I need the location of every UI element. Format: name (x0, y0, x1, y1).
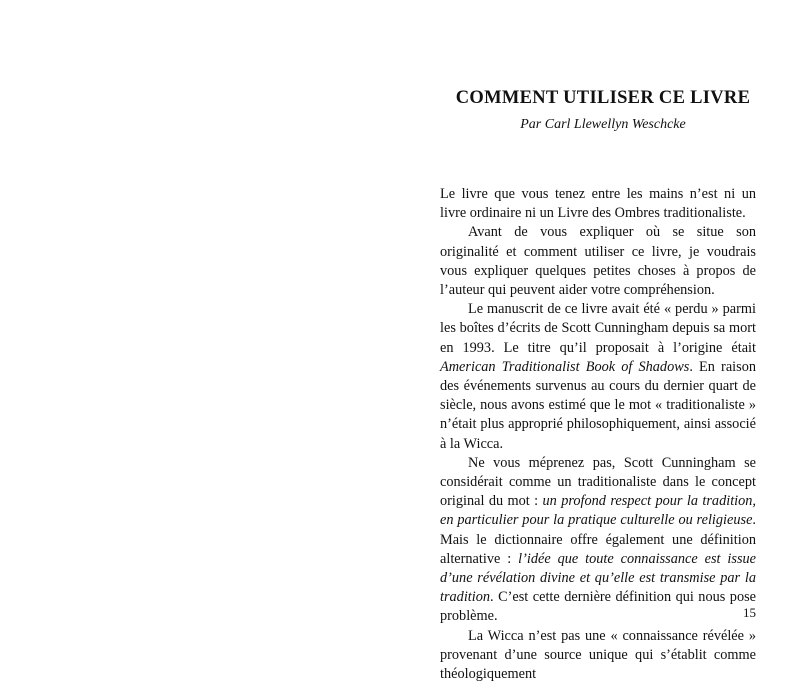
body-paragraph (440, 454, 756, 627)
body-paragraph (440, 185, 756, 223)
paragraph-text: . Mais le dictionnaire offre également une définition alternative : (440, 512, 756, 567)
page-number: 15 (743, 605, 756, 620)
body-text (440, 185, 756, 684)
paragraph-text: La Wicca n’est pas une « connaissance révélée » provenant d’une source unique qui s’établit comme théologiquement (440, 627, 756, 683)
italic-text: un profond respect pour la tradition, en particulier pour la pratique culturelle ou religieuse (440, 493, 757, 529)
chapter-title: COMMENT UTILISER CE LIVRE (455, 88, 751, 108)
left-page-blank (0, 0, 400, 647)
paragraph-text: . C’est cette dernière définition qui nous pose problème. (440, 589, 756, 625)
italic-text: l’idée que toute connaissance est issue d’une révélation divine et qu’elle est transmise par la tradition (440, 550, 756, 606)
paragraph-text: . En raison des événements survenus au cours du dernier quart de siècle, nous avons estimé que le mot « traditionaliste » n’était plus approprié philosophiquement, ainsi associé à la Wicca. (440, 358, 756, 452)
paragraph-text: Le livre que vous tenez entre les mains n’est ni un livre ordinaire ni un Livre des Ombres traditionaliste. (440, 186, 756, 222)
body-paragraph (440, 300, 756, 454)
paragraph-text: Avant de vous expliquer où se situe son originalité et comment utiliser ce livre, je voudrais vous expliquer quelques petites choses à propos de l’auteur qui peuvent aider votre compréhension. (440, 224, 756, 299)
italic-text: American Traditionalist Book of Shadows (440, 358, 690, 375)
author-byline: Par Carl Llewellyn Weschcke (520, 117, 686, 132)
paragraph-text: Ne vous méprenez pas, Scott Cunningham se considérait comme un traditionaliste dans le concept original du mot : (440, 454, 756, 510)
paragraph-text: Le manuscrit de ce livre avait été « perdu » parmi les boîtes d’écrits de Scott Cunningham depuis sa mort en 1993. Le titre qu’il proposait à l’origine était (440, 301, 756, 356)
body-paragraph (440, 223, 756, 300)
body-paragraph (440, 627, 756, 684)
